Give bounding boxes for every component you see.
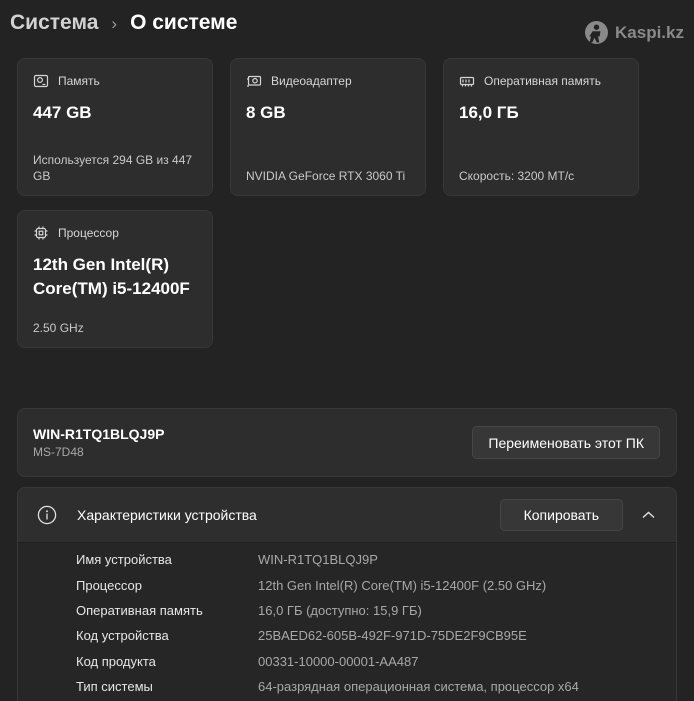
spec-value: WIN-R1TQ1BLQJ9P [258, 552, 378, 568]
breadcrumb-system[interactable]: Система [10, 11, 99, 34]
spec-row-device-name [76, 547, 676, 572]
spec-row-processor [76, 572, 676, 597]
spec-value: 64-разрядная операционная система, процессор x64 [258, 679, 579, 695]
pc-name: WIN-R1TQ1BLQJ9P [33, 426, 165, 442]
spec-row-ram [76, 598, 676, 623]
card-cpu [17, 210, 213, 348]
storage-icon [33, 73, 49, 89]
rename-pc-button[interactable]: Переименовать этот ПК [472, 426, 660, 459]
spec-label: Код устройства [76, 628, 169, 644]
breadcrumb [10, 6, 237, 40]
about-cards [17, 58, 657, 348]
gpu-icon [246, 73, 262, 89]
card-gpu-detail: NVIDIA GeForce RTX 3060 Ti [246, 168, 406, 183]
pc-name-card [17, 408, 677, 477]
card-ram-detail: Скорость: 3200 МТ/с [459, 168, 575, 183]
info-icon [37, 505, 57, 525]
pc-model: MS-7D48 [33, 445, 84, 459]
card-storage-value: 447 GB [33, 103, 92, 122]
device-specs-card [17, 487, 677, 701]
spec-row-product-id [76, 649, 676, 674]
device-specs-header[interactable] [18, 488, 676, 543]
kaspi-watermark [585, 21, 684, 44]
card-gpu [230, 58, 426, 196]
card-cpu-label: Процессор [58, 226, 119, 240]
card-cpu-detail: 2.50 GHz [33, 320, 84, 335]
spec-label: Имя устройства [76, 552, 172, 568]
spec-value: 25BAED62-605B-492F-971D-75DE2F9CB95E [258, 628, 527, 644]
spec-label: Код продукта [76, 653, 156, 669]
ram-icon [459, 73, 475, 89]
device-specs-title: Характеристики устройства [77, 507, 257, 523]
card-storage-detail: Используется 294 GB из 447 GB [33, 152, 193, 183]
card-storage [17, 58, 213, 196]
kaspi-logo-icon [585, 21, 608, 44]
device-specs-body [18, 543, 676, 699]
spec-label: Тип системы [76, 679, 153, 695]
spec-row-device-id [76, 623, 676, 648]
card-storage-label: Память [58, 74, 100, 88]
spec-value: 00331-10000-00001-AA487 [258, 653, 419, 669]
page-title: О системе [130, 11, 238, 34]
card-ram [443, 58, 639, 196]
spec-value: 12th Gen Intel(R) Core(TM) i5-12400F (2.50 GHz) [258, 577, 547, 593]
cpu-icon [33, 225, 49, 241]
card-gpu-label: Видеоадаптер [271, 74, 352, 88]
chevron-right-icon: › [111, 14, 118, 33]
spec-value: 16,0 ГБ (доступно: 15,9 ГБ) [258, 602, 422, 618]
card-gpu-value: 8 GB [246, 103, 286, 122]
kaspi-label: Kaspi.kz [615, 22, 684, 42]
card-ram-label: Оперативная память [484, 74, 601, 88]
spec-label: Процессор [76, 577, 142, 593]
card-ram-value: 16,0 ГБ [459, 103, 519, 122]
card-cpu-value: 12th Gen Intel(R) Core(TM) i5-12400F [33, 255, 190, 298]
spec-row-system-type [76, 674, 676, 699]
copy-button[interactable]: Копировать [500, 499, 623, 531]
chevron-up-icon[interactable] [642, 511, 655, 519]
spec-label: Оперативная память [76, 602, 203, 618]
